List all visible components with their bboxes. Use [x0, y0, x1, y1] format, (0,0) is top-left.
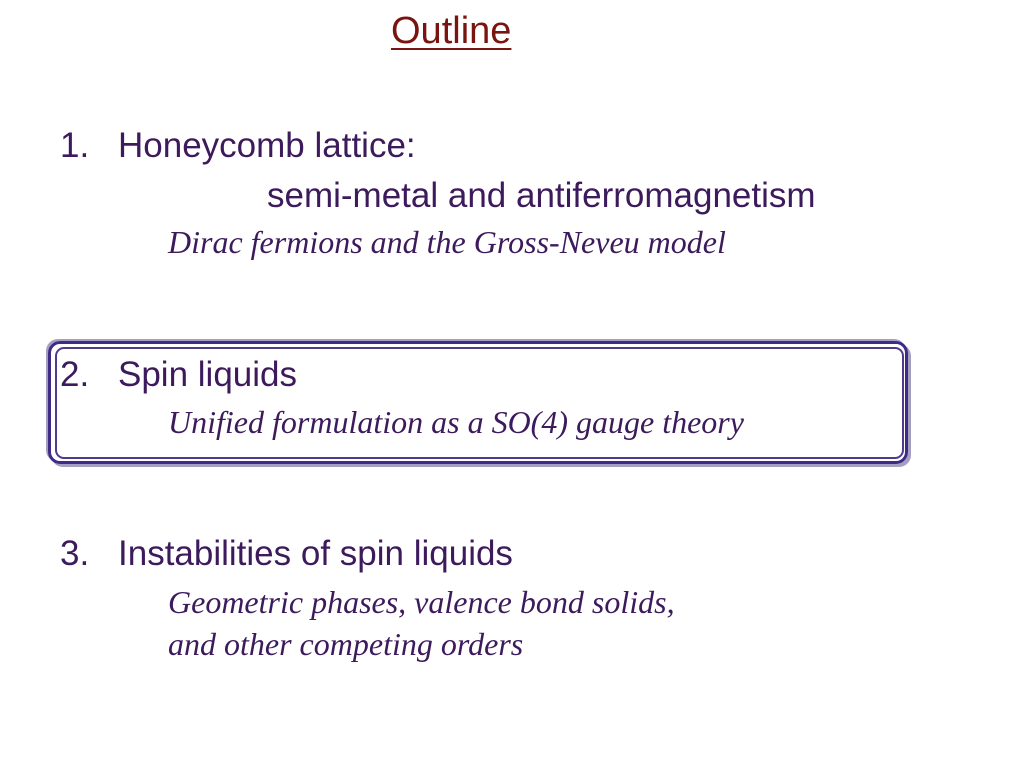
item-2-heading: Spin liquids: [118, 355, 297, 394]
item-1-heading: Honeycomb lattice:: [118, 126, 416, 165]
item-1-number: 1.: [60, 126, 90, 165]
slide-title: Outline: [391, 10, 512, 52]
item-1-subtitle: Dirac fermions and the Gross-Neveu model: [168, 224, 726, 260]
outline-item-2: [60, 354, 297, 396]
outline-item-1: [60, 125, 416, 167]
item-3-subtitle-line-1: Geometric phases, valence bond solids,: [168, 584, 675, 620]
item-2-number: 2.: [60, 355, 90, 394]
item-1-heading-continuation: semi-metal and antiferromagnetism: [267, 176, 816, 215]
item-3-heading: Instabilities of spin liquids: [118, 534, 513, 573]
item-3-subtitle-line-2: and other competing orders: [168, 626, 524, 662]
outline-item-3: [60, 533, 513, 575]
item-2-subtitle: Unified formulation as a SO(4) gauge theory: [168, 404, 744, 440]
item-3-number: 3.: [60, 534, 90, 573]
